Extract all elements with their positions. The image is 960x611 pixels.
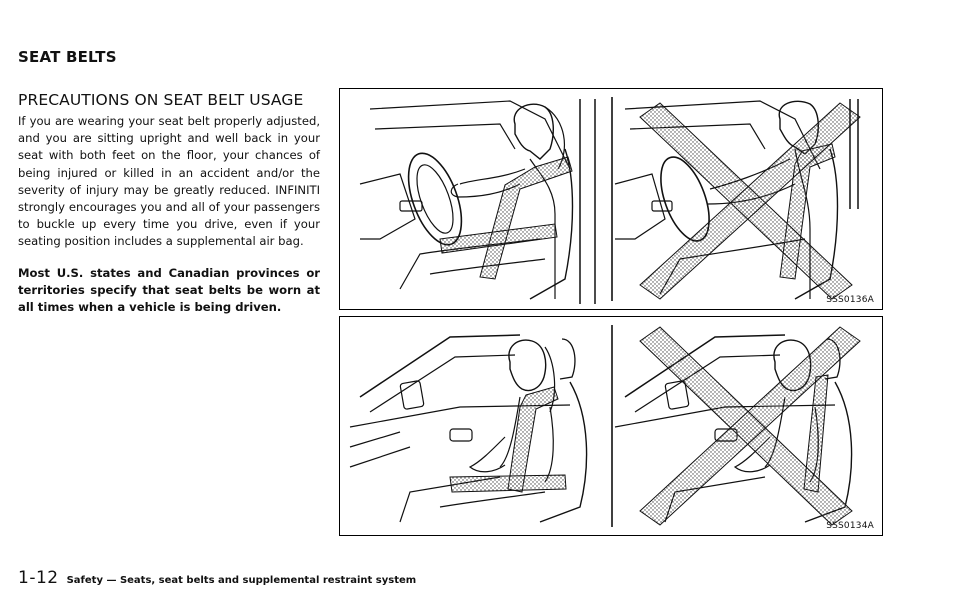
passenger-illustrations xyxy=(340,317,881,534)
incorrect-x-mark xyxy=(640,103,860,299)
seat-belt xyxy=(480,157,572,279)
section-title: SEAT BELTS xyxy=(18,48,117,66)
figure-code-bottom: SSS0134A xyxy=(826,521,874,531)
driver-seat-belt-figure xyxy=(339,88,883,310)
body-paragraph-1: If you are wearing your seat belt properly adjusted, and you are sitting upright and well back in your seat with both feet on the floor, your chances of being injured or killed in an accident and/or the severity of injury may be greatly reduced. INFINITI strongly encourages you and all of your passengers to buckle up every time you drive, even if your seating position includes a supplemental air bag. xyxy=(18,114,320,249)
body-paragraph-2: Most U.S. states and Canadian provinces or territories specify that seat belts be worn at all times when a vehicle is being driven. xyxy=(18,266,320,315)
chapter-title: Safety — Seats, seat belts and supplemental restraint system xyxy=(66,575,417,586)
correct-passenger-illustration xyxy=(350,335,587,522)
incorrect-x-mark xyxy=(640,327,860,525)
page-footer xyxy=(18,568,416,588)
figure-code-top: SSS0136A xyxy=(826,295,874,305)
passenger-seat-belt-figure xyxy=(339,316,883,536)
correct-driver-illustration xyxy=(360,99,595,304)
section-heading: PRECAUTIONS ON SEAT BELT USAGE xyxy=(18,91,304,109)
page-number: 1-12 xyxy=(18,568,59,588)
driver-illustrations xyxy=(340,89,881,308)
lap-belt xyxy=(450,475,566,492)
